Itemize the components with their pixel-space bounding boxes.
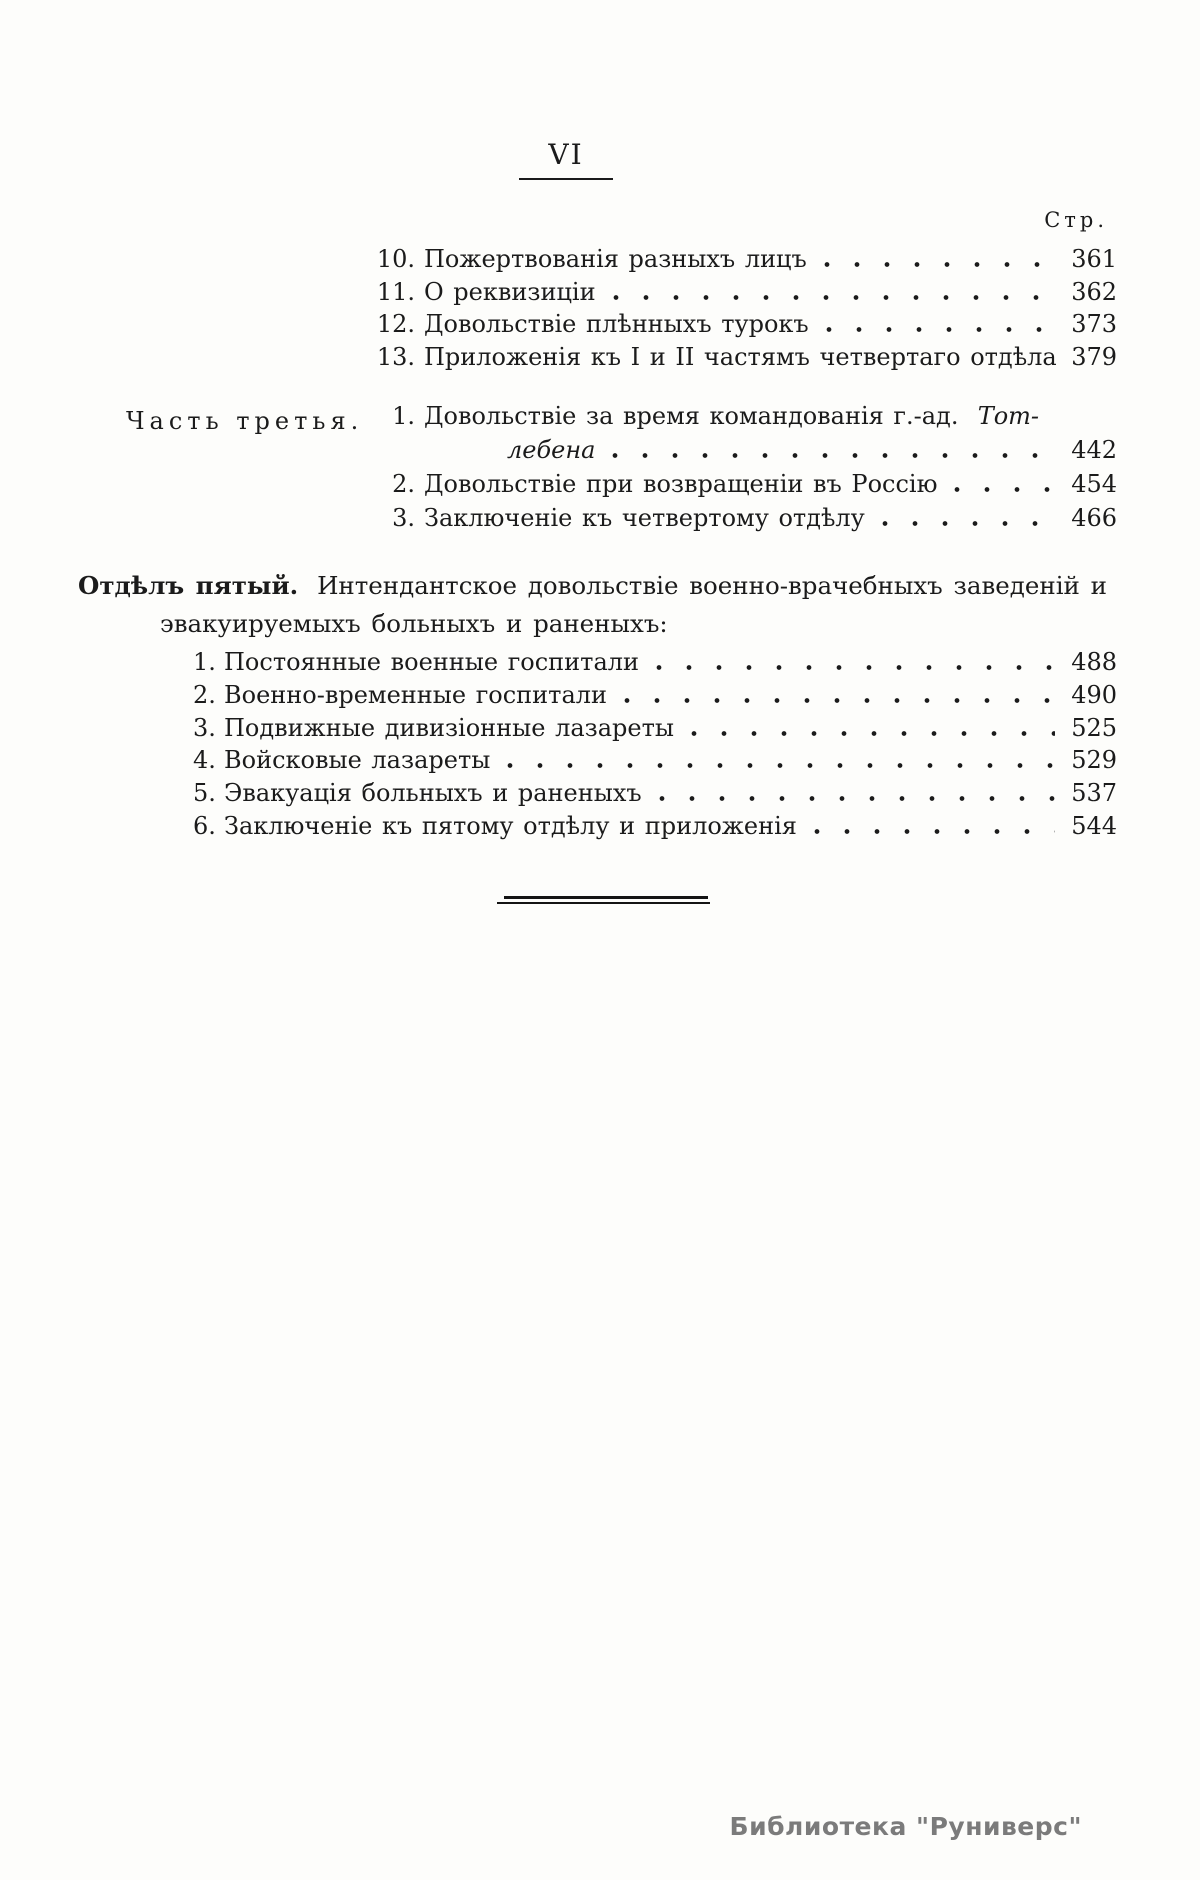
item-number: 13.: [376, 342, 415, 371]
toc-row: [372, 399, 1117, 433]
dot-leader: [655, 665, 1055, 670]
item-number: 6.: [193, 811, 216, 840]
item-title: Довольствіе плѣнныхъ турокъ: [424, 310, 809, 339]
toc-row: [193, 744, 1117, 777]
dot-leader: [506, 763, 1055, 768]
item-page: 466: [1071, 504, 1117, 532]
item-title: [424, 399, 1039, 433]
item-number: 3.: [392, 504, 415, 532]
item-page: 442: [1071, 436, 1117, 464]
dot-leader: [823, 262, 1055, 267]
item-number: 12.: [376, 310, 415, 339]
item-page: 362: [1071, 277, 1117, 306]
item-number: 5.: [193, 779, 216, 808]
toc-row: [372, 341, 1117, 374]
item-number: 2.: [392, 470, 415, 498]
toc-row: [372, 276, 1117, 309]
item-number: 11.: [376, 277, 415, 306]
page-number-header: VI: [519, 138, 613, 180]
end-divider: [497, 896, 710, 904]
item-page: 379: [1071, 342, 1117, 371]
section-five-label: Отдѣлъ пятый.: [78, 571, 299, 600]
item-title-continuation: лебена: [507, 436, 596, 464]
toc-part-three-items: [372, 399, 1117, 535]
dot-leader: [690, 731, 1055, 736]
section-five-heading-line1: [78, 567, 1107, 605]
item-title: Заключеніе къ четвертому отдѣлу: [424, 504, 865, 532]
part-three-label: Часть третья.: [126, 407, 364, 435]
item-page: 454: [1071, 470, 1117, 498]
divider-line-top: [504, 896, 708, 899]
item-title: Довольствіе при возвращеніи въ Россію: [424, 470, 938, 498]
item-page: 373: [1071, 310, 1117, 339]
dot-leader: [658, 796, 1055, 801]
toc-section-five-items: [193, 646, 1117, 843]
toc-row: [372, 243, 1117, 276]
dot-leader: [813, 829, 1055, 834]
item-title: О реквизиціи: [424, 277, 596, 306]
item-title: Военно-временные госпитали: [224, 680, 607, 709]
item-title: Пожертвованія разныхъ лицъ: [424, 245, 807, 273]
item-number: 4.: [193, 746, 216, 775]
dot-leader: [611, 453, 1055, 458]
toc-row-continuation: [372, 433, 1117, 467]
item-title-text: Довольствіе за время командованія г.-ад.: [424, 402, 959, 430]
toc-row: [193, 679, 1117, 712]
toc-row: [193, 646, 1117, 679]
divider-line-bottom: [497, 902, 710, 904]
item-title: Приложенія къ I и II частямъ четвертаго отдѣла: [424, 342, 1057, 371]
item-title: Подвижные дивизіонные лазареты: [224, 713, 674, 742]
item-number: 3.: [193, 713, 216, 742]
item-number: 1.: [392, 402, 415, 430]
toc-row: [372, 308, 1117, 341]
toc-row: [372, 501, 1117, 535]
item-number: 2.: [193, 680, 216, 709]
section-five-heading: [78, 567, 1107, 642]
toc-row: [193, 810, 1117, 843]
dot-leader: [623, 698, 1055, 703]
page-column-label: Стр.: [1044, 208, 1108, 232]
item-page: 529: [1071, 746, 1117, 775]
section-five-heading-rest: Интендантское довольствіе военно-врачебныхъ заведеній и: [317, 571, 1107, 600]
toc-row: [193, 712, 1117, 745]
item-number: 10.: [376, 245, 415, 273]
library-watermark: Библиотека "Руниверс": [729, 1812, 1082, 1841]
section-five-heading-line2: эвакуируемыхъ больныхъ и раненыхъ:: [160, 608, 668, 638]
item-title: Постоянные военные госпитали: [224, 648, 639, 676]
item-page: 361: [1071, 245, 1117, 273]
toc-row: [372, 467, 1117, 501]
dot-leader: [881, 521, 1055, 526]
item-title: Эвакуація больныхъ и раненыхъ: [224, 779, 642, 808]
dot-leader: [612, 295, 1055, 300]
dot-leader: [825, 327, 1055, 332]
item-title-italic: Тот-: [977, 402, 1040, 430]
item-page: 544: [1071, 811, 1117, 840]
item-title: Войсковые лазареты: [224, 746, 491, 775]
toc-part-two-items: [372, 243, 1117, 373]
item-page: 490: [1071, 680, 1117, 709]
item-page: 488: [1071, 648, 1117, 676]
item-number: 1.: [193, 648, 216, 676]
item-page: 537: [1071, 779, 1117, 808]
toc-row: [193, 777, 1117, 810]
item-title: Заключеніе къ пятому отдѣлу и приложенія: [224, 811, 797, 840]
item-page: 525: [1071, 713, 1117, 742]
dot-leader: [953, 487, 1055, 492]
